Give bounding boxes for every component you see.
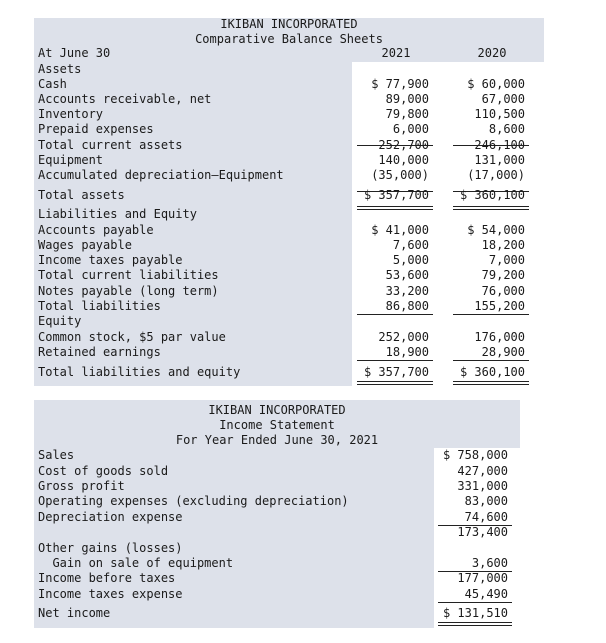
bs-row-value-2020: 76,000 [481, 284, 525, 298]
bs-row-label: Accumulated depreciation—Equipment [38, 168, 284, 182]
bs-col-2021: 2021 [381, 46, 411, 60]
is-row-value: 83,000 [464, 494, 508, 508]
bs-row-value-2021: 252,000 [378, 330, 429, 344]
is-row-value: 331,000 [457, 479, 508, 493]
is-row-label: Gross profit [38, 479, 125, 493]
bs-row-value-2021: 18,900 [385, 345, 429, 359]
bs-row-label: Equity [38, 314, 82, 328]
bs-row-value-2021: $ 357,700 [363, 188, 429, 202]
is-row-label: Cost of goods sold [38, 464, 169, 478]
bs-row-value-2021: $ 77,900 [371, 77, 429, 91]
is-row-value: 45,490 [464, 587, 508, 601]
bs-row-label: Income taxes payable [38, 253, 183, 267]
bs-row-label: Total liabilities [38, 299, 161, 313]
is-row-value: 74,600 [464, 510, 508, 524]
bs-row-value-2020: 79,200 [481, 268, 525, 282]
bs-row-value-2020: 131,000 [474, 153, 525, 167]
bs-row-label: Inventory [38, 107, 104, 121]
bs-row-value-2020: $ 60,000 [467, 77, 525, 91]
bs-row-label: Liabilities and Equity [38, 207, 197, 221]
bs-company: IKIBAN INCORPORATED [220, 17, 358, 31]
bs-row-value-2020: 176,000 [474, 330, 525, 344]
bs-period-label: At June 30 [38, 46, 111, 60]
is-row-value: 177,000 [457, 571, 508, 585]
bs-row-label: Common stock, $5 par value [38, 330, 226, 344]
bs-row-value-2020: $ 54,000 [467, 223, 525, 237]
bs-row-value-2021: 89,000 [385, 92, 429, 106]
bs-row-value-2021: 53,600 [385, 268, 429, 282]
bs-row-value-2021: 252,700 [378, 138, 429, 152]
bs-double-underline [357, 206, 433, 210]
bs-row-label: Retained earnings [38, 345, 161, 359]
bs-row-value-2020: $ 360,100 [459, 188, 525, 202]
is-row-label: Depreciation expense [38, 510, 183, 524]
bs-row-value-2021: 140,000 [378, 153, 429, 167]
is-row-label: Gain on sale of equipment [38, 556, 234, 570]
is-underline [438, 602, 512, 603]
bs-row-label: Total liabilities and equity [38, 365, 241, 379]
is-row-value: 427,000 [457, 464, 508, 478]
bs-row-label: Total current assets [38, 138, 183, 152]
bs-row-value-2021: 79,800 [385, 107, 429, 121]
bs-row-label: Cash [38, 77, 67, 91]
bs-underline [357, 360, 433, 361]
bs-row-value-2020: 28,900 [481, 345, 525, 359]
bs-double-underline [453, 381, 529, 385]
bs-underline [453, 314, 529, 315]
is-period: For Year Ended June 30, 2021 [175, 433, 379, 447]
bs-row-label: Accounts receivable, net [38, 92, 212, 106]
bs-row-label: Assets [38, 62, 82, 76]
is-row-label: Sales [38, 448, 75, 462]
is-row-label: Income before taxes [38, 571, 176, 585]
bs-row-value-2020: 67,000 [481, 92, 525, 106]
is-title: Income Statement [219, 418, 335, 432]
bs-underline [453, 360, 529, 361]
bs-row-value-2021: 6,000 [392, 122, 429, 136]
is-row-label: Operating expenses (excluding depreciation) [38, 494, 349, 508]
bs-double-underline [357, 381, 433, 385]
bs-row-value-2021: $ 41,000 [371, 223, 429, 237]
is-row-label: Other gains (losses) [38, 541, 183, 555]
bs-row-label: Total assets [38, 188, 125, 202]
bs-row-value-2020: 110,500 [474, 107, 525, 121]
is-row-label: Income taxes expense [38, 587, 183, 601]
bs-row-value-2021: (35,000) [371, 168, 429, 182]
is-company: IKIBAN INCORPORATED [208, 403, 346, 417]
is-row-value: $ 758,000 [442, 448, 508, 462]
is-row-value: 3,600 [471, 556, 508, 570]
bs-row-label: Equipment [38, 153, 104, 167]
bs-row-value-2020: 155,200 [474, 299, 525, 313]
bs-row-label: Notes payable (long term) [38, 284, 219, 298]
bs-row-label: Total current liabilities [38, 268, 219, 282]
bs-row-label: Accounts payable [38, 223, 154, 237]
bs-row-value-2020: 18,200 [481, 238, 525, 252]
bs-row-value-2020: $ 360,100 [459, 365, 525, 379]
bs-row-value-2021: 5,000 [392, 253, 429, 267]
bs-row-value-2021: 86,800 [385, 299, 429, 313]
bs-row-value-2020: 246,100 [474, 138, 525, 152]
is-double-underline [438, 622, 512, 626]
is-row-value: $ 131,510 [442, 606, 508, 620]
bs-row-value-2020: 7,000 [488, 253, 525, 267]
bs-row-value-2020: 8,600 [488, 122, 525, 136]
bs-underline [357, 314, 433, 315]
bs-title: Comparative Balance Sheets [195, 32, 383, 46]
bs-row-value-2021: 33,200 [385, 284, 429, 298]
bs-row-value-2021: $ 357,700 [363, 365, 429, 379]
is-row-value: 173,400 [457, 525, 508, 539]
bs-col-2020: 2020 [477, 46, 507, 60]
is-row-label: Net income [38, 606, 111, 620]
bs-row-label: Prepaid expenses [38, 122, 154, 136]
bs-row-value-2021: 7,600 [392, 238, 429, 252]
bs-double-underline [453, 206, 529, 210]
bs-row-value-2020: (17,000) [467, 168, 525, 182]
bs-row-label: Wages payable [38, 238, 132, 252]
